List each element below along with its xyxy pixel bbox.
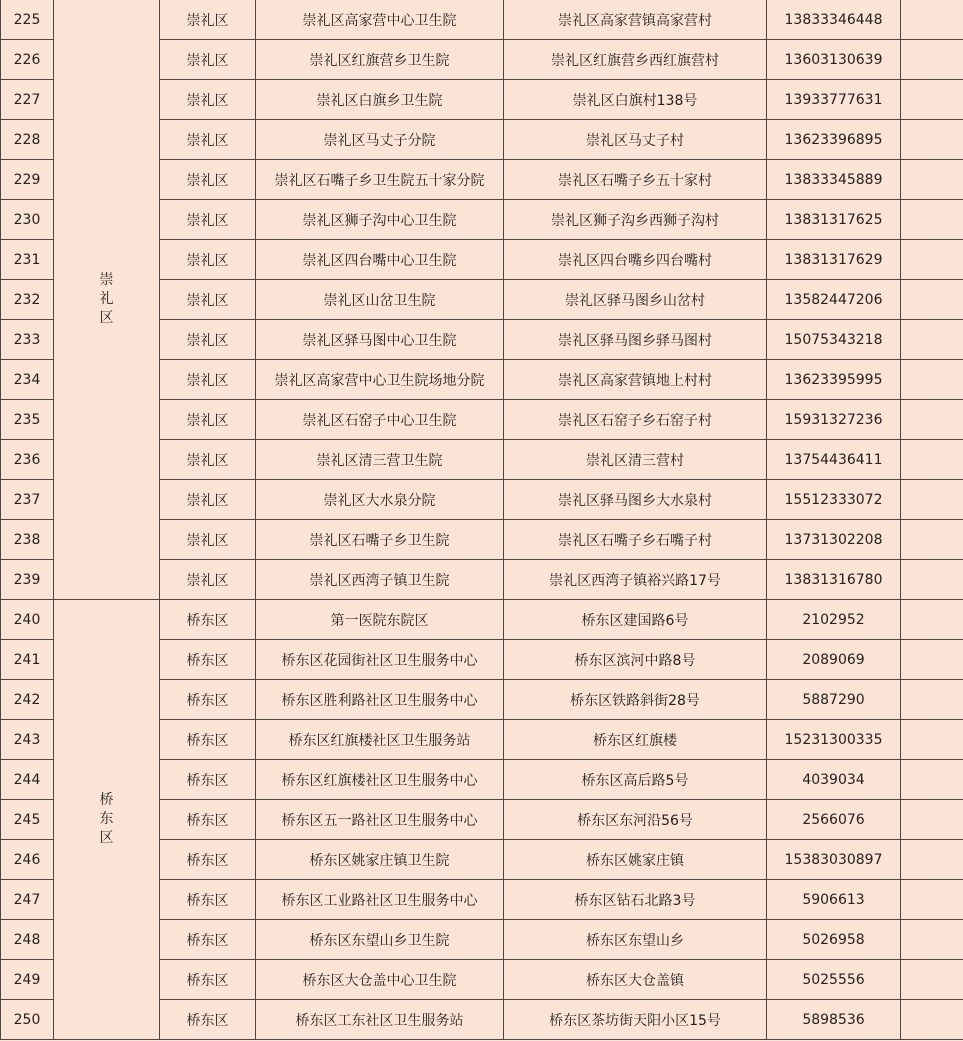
phone-cell: 13833346448 [767, 0, 901, 40]
district-group-label: 桥东区 [99, 792, 114, 846]
hospital-name-cell: 崇礼区四台嘴中心卫生院 [256, 240, 504, 280]
phone-cell: 5906613 [767, 880, 901, 920]
row-number-cell: 226 [1, 40, 54, 80]
district-cell: 桥东区 [160, 840, 256, 880]
district-cell: 崇礼区 [160, 400, 256, 440]
phone-cell: 13831317629 [767, 240, 901, 280]
empty-cell [901, 480, 963, 520]
phone-cell: 13831317625 [767, 200, 901, 240]
row-number-cell: 230 [1, 200, 54, 240]
phone-cell: 2566076 [767, 800, 901, 840]
row-number-cell: 236 [1, 440, 54, 480]
address-cell: 崇礼区驿马图乡驿马图村 [504, 320, 767, 360]
empty-cell [901, 600, 963, 640]
address-cell: 崇礼区清三营村 [504, 440, 767, 480]
district-cell: 崇礼区 [160, 320, 256, 360]
hospital-name-cell: 桥东区东望山乡卫生院 [256, 920, 504, 960]
table-row [1, 600, 963, 640]
address-cell: 崇礼区石嘴子乡石嘴子村 [504, 520, 767, 560]
address-cell: 崇礼区白旗村138号 [504, 80, 767, 120]
empty-cell [901, 720, 963, 760]
district-cell: 崇礼区 [160, 0, 256, 40]
district-cell: 桥东区 [160, 640, 256, 680]
district-cell: 崇礼区 [160, 440, 256, 480]
district-cell: 崇礼区 [160, 80, 256, 120]
address-cell: 桥东区建国路6号 [504, 600, 767, 640]
district-cell: 桥东区 [160, 600, 256, 640]
address-cell: 崇礼区狮子沟乡西狮子沟村 [504, 200, 767, 240]
row-number-cell: 227 [1, 80, 54, 120]
empty-cell [901, 280, 963, 320]
phone-cell: 4039034 [767, 760, 901, 800]
row-number-cell: 239 [1, 560, 54, 600]
row-number-cell: 234 [1, 360, 54, 400]
district-group-label: 崇礼区 [99, 272, 114, 326]
empty-cell [901, 920, 963, 960]
district-cell: 桥东区 [160, 680, 256, 720]
phone-cell: 15231300335 [767, 720, 901, 760]
row-number-cell: 225 [1, 0, 54, 40]
phone-cell: 15512333072 [767, 480, 901, 520]
row-number-cell: 229 [1, 160, 54, 200]
empty-cell [901, 120, 963, 160]
empty-cell [901, 760, 963, 800]
phone-cell: 5898536 [767, 1000, 901, 1040]
address-cell: 桥东区钻石北路3号 [504, 880, 767, 920]
hospital-name-cell: 崇礼区高家营中心卫生院场地分院 [256, 360, 504, 400]
hospital-name-cell: 崇礼区石嘴子乡卫生院五十家分院 [256, 160, 504, 200]
empty-cell [901, 1000, 963, 1040]
row-number-cell: 245 [1, 800, 54, 840]
district-cell: 崇礼区 [160, 520, 256, 560]
row-number-cell: 241 [1, 640, 54, 680]
address-cell: 桥东区红旗楼 [504, 720, 767, 760]
row-number-cell: 231 [1, 240, 54, 280]
hospital-name-cell: 崇礼区山岔卫生院 [256, 280, 504, 320]
phone-cell: 13833345889 [767, 160, 901, 200]
district-cell: 崇礼区 [160, 480, 256, 520]
phone-cell: 13731302208 [767, 520, 901, 560]
hospital-name-cell: 桥东区红旗楼社区卫生服务站 [256, 720, 504, 760]
district-cell: 桥东区 [160, 920, 256, 960]
empty-cell [901, 960, 963, 1000]
hospital-name-cell: 第一医院东院区 [256, 600, 504, 640]
hospital-name-cell: 桥东区姚家庄镇卫生院 [256, 840, 504, 880]
address-cell: 崇礼区石窑子乡石窑子村 [504, 400, 767, 440]
hospital-name-cell: 崇礼区马丈子分院 [256, 120, 504, 160]
empty-cell [901, 400, 963, 440]
row-number-cell: 244 [1, 760, 54, 800]
address-cell: 崇礼区马丈子村 [504, 120, 767, 160]
empty-cell [901, 560, 963, 600]
address-cell: 桥东区姚家庄镇 [504, 840, 767, 880]
empty-cell [901, 40, 963, 80]
hospital-name-cell: 桥东区花园街社区卫生服务中心 [256, 640, 504, 680]
empty-cell [901, 80, 963, 120]
district-group-cell [54, 0, 160, 600]
hospital-name-cell: 崇礼区大水泉分院 [256, 480, 504, 520]
row-number-cell: 242 [1, 680, 54, 720]
phone-cell: 13933777631 [767, 80, 901, 120]
hospital-name-cell: 桥东区工东社区卫生服务站 [256, 1000, 504, 1040]
hospital-name-cell: 崇礼区石窑子中心卫生院 [256, 400, 504, 440]
empty-cell [901, 520, 963, 560]
phone-cell: 15075343218 [767, 320, 901, 360]
row-number-cell: 247 [1, 880, 54, 920]
row-number-cell: 248 [1, 920, 54, 960]
phone-cell: 13623395995 [767, 360, 901, 400]
hospital-name-cell: 崇礼区红旗营乡卫生院 [256, 40, 504, 80]
district-cell: 崇礼区 [160, 40, 256, 80]
phone-cell: 15931327236 [767, 400, 901, 440]
row-number-cell: 250 [1, 1000, 54, 1040]
district-cell: 崇礼区 [160, 280, 256, 320]
phone-cell: 5026958 [767, 920, 901, 960]
empty-cell [901, 880, 963, 920]
hospital-name-cell: 崇礼区狮子沟中心卫生院 [256, 200, 504, 240]
phone-cell: 2102952 [767, 600, 901, 640]
row-number-cell: 233 [1, 320, 54, 360]
hospital-name-cell: 崇礼区石嘴子乡卫生院 [256, 520, 504, 560]
address-cell: 桥东区高后路5号 [504, 760, 767, 800]
phone-cell: 13754436411 [767, 440, 901, 480]
table-row [1, 0, 963, 40]
row-number-cell: 235 [1, 400, 54, 440]
district-cell: 桥东区 [160, 880, 256, 920]
district-cell: 桥东区 [160, 760, 256, 800]
phone-cell: 13831316780 [767, 560, 901, 600]
district-cell: 崇礼区 [160, 240, 256, 280]
hospital-name-cell: 崇礼区清三营卫生院 [256, 440, 504, 480]
district-cell: 桥东区 [160, 720, 256, 760]
district-cell: 崇礼区 [160, 160, 256, 200]
address-cell: 崇礼区高家营镇高家营村 [504, 0, 767, 40]
district-cell: 桥东区 [160, 1000, 256, 1040]
table-body [1, 0, 963, 1040]
district-cell: 桥东区 [160, 960, 256, 1000]
row-number-cell: 232 [1, 280, 54, 320]
empty-cell [901, 800, 963, 840]
empty-cell [901, 160, 963, 200]
address-cell: 桥东区铁路斜街28号 [504, 680, 767, 720]
empty-cell [901, 0, 963, 40]
row-number-cell: 228 [1, 120, 54, 160]
district-cell: 崇礼区 [160, 560, 256, 600]
empty-cell [901, 240, 963, 280]
phone-cell: 5887290 [767, 680, 901, 720]
address-cell: 崇礼区石嘴子乡五十家村 [504, 160, 767, 200]
phone-cell: 13582447206 [767, 280, 901, 320]
hospital-name-cell: 桥东区红旗楼社区卫生服务中心 [256, 760, 504, 800]
address-cell: 崇礼区西湾子镇裕兴路17号 [504, 560, 767, 600]
district-cell: 崇礼区 [160, 120, 256, 160]
address-cell: 崇礼区驿马图乡山岔村 [504, 280, 767, 320]
row-number-cell: 238 [1, 520, 54, 560]
empty-cell [901, 360, 963, 400]
address-cell: 崇礼区四台嘴乡四台嘴村 [504, 240, 767, 280]
empty-cell [901, 440, 963, 480]
hospital-name-cell: 桥东区工业路社区卫生服务中心 [256, 880, 504, 920]
district-cell: 崇礼区 [160, 360, 256, 400]
district-group-cell [54, 600, 160, 1040]
hospital-name-cell: 崇礼区高家营中心卫生院 [256, 0, 504, 40]
phone-cell: 13623396895 [767, 120, 901, 160]
hospital-name-cell: 崇礼区西湾子镇卫生院 [256, 560, 504, 600]
address-cell: 桥东区大仓盖镇 [504, 960, 767, 1000]
empty-cell [901, 840, 963, 880]
phone-cell: 2089069 [767, 640, 901, 680]
phone-cell: 15383030897 [767, 840, 901, 880]
district-cell: 崇礼区 [160, 200, 256, 240]
row-number-cell: 237 [1, 480, 54, 520]
address-cell: 桥东区东河沿56号 [504, 800, 767, 840]
row-number-cell: 240 [1, 600, 54, 640]
address-cell: 崇礼区驿马图乡大水泉村 [504, 480, 767, 520]
empty-cell [901, 200, 963, 240]
hospital-name-cell: 桥东区五一路社区卫生服务中心 [256, 800, 504, 840]
row-number-cell: 249 [1, 960, 54, 1000]
address-cell: 崇礼区高家营镇地上村村 [504, 360, 767, 400]
row-number-cell: 243 [1, 720, 54, 760]
hospital-name-cell: 崇礼区驿马图中心卫生院 [256, 320, 504, 360]
hospital-name-cell: 桥东区胜利路社区卫生服务中心 [256, 680, 504, 720]
phone-cell: 5025556 [767, 960, 901, 1000]
empty-cell [901, 640, 963, 680]
empty-cell [901, 680, 963, 720]
address-cell: 桥东区茶坊街天阳小区15号 [504, 1000, 767, 1040]
phone-cell: 13603130639 [767, 40, 901, 80]
address-cell: 桥东区东望山乡 [504, 920, 767, 960]
address-cell: 桥东区滨河中路8号 [504, 640, 767, 680]
empty-cell [901, 320, 963, 360]
hospital-name-cell: 桥东区大仓盖中心卫生院 [256, 960, 504, 1000]
district-cell: 桥东区 [160, 800, 256, 840]
address-cell: 崇礼区红旗营乡西红旗营村 [504, 40, 767, 80]
hospital-name-cell: 崇礼区白旗乡卫生院 [256, 80, 504, 120]
row-number-cell: 246 [1, 840, 54, 880]
